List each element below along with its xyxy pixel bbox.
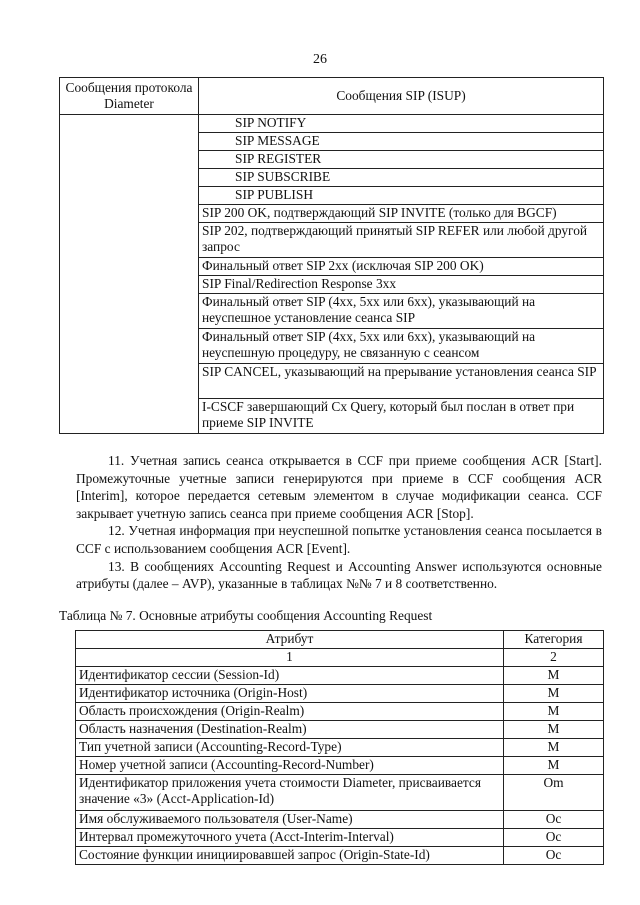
column-number: 1 [76,649,504,667]
sip-message-cell: Финальный ответ SIP 2xx (исключая SIP 200 OK) [199,258,604,276]
paragraph-13: 13. В сообщениях Accounting Request и Accounting Answer используются основные атрибуты (далее – AVP), указанные в таблицах №№ 7 и 8 соответственно. [76,558,602,592]
table-row [76,775,604,811]
category-cell: Oc [504,847,604,865]
sip-message-cell: SIP MESSAGE [199,133,604,151]
body-text [76,452,602,593]
table-row [76,703,604,721]
attribute-cell: Идентификатор приложения учета стоимости Diameter, присваивается значение «3» (Acct-Application-Id) [76,775,504,811]
column-number: 2 [504,649,604,667]
sip-message-cell: Финальный ответ SIP (4xx, 5xx или 6xx), указывающий на неуспешную процедуру, не связанную с сеансом [199,329,604,364]
sip-message-cell: SIP 200 OK, подтверждающий SIP INVITE (только для BGCF) [199,205,604,223]
table-row [76,829,604,847]
sip-message-cell: I-CSCF завершающий Cx Query, который был послан в ответ при приеме SIP INVITE [199,399,604,434]
table-row [76,667,604,685]
table-row [76,685,604,703]
attribute-cell: Состояние функции инициировавшей запрос (Origin-State-Id) [76,847,504,865]
sip-message-cell: SIP CANCEL, указывающий на прерывание установления сеанса SIP [199,364,604,399]
diameter-cell-empty [60,115,199,434]
category-cell: M [504,739,604,757]
page-number: 26 [313,52,327,67]
header-category: Категория [504,631,604,649]
sip-message-cell: SIP NOTIFY [199,115,604,133]
table-row [76,757,604,775]
category-cell: M [504,757,604,775]
table-row [76,721,604,739]
table-header-row [76,631,604,649]
header-attribute: Атрибут [76,631,504,649]
attribute-cell: Номер учетной записи (Accounting-Record-Number) [76,757,504,775]
paragraph-12: 12. Учетная информация при неуспешной попытке установления сеанса посылается в CCF с использованием сообщения ACR [Event]. [76,523,602,556]
header-diameter: Сообщения протокола Diameter [60,78,199,115]
sip-message-cell: SIP Final/Redirection Response 3xx [199,276,604,294]
paragraph-11: 11. Учетная запись сеанса открывается в CCF при приеме сообщения ACR [Start]. Промежуточные учетные записи генерируются при приеме в CCF сообщения ACR [Interim], которое передается сетевым элементом в случае модификации сеанса. CCF закрывает учетную запись сеанса при приеме сообщения ACR [Stop]. [76,453,602,521]
sip-message-cell: SIP PUBLISH [199,187,604,205]
sip-message-cell: SIP 202, подтверждающий принятый SIP REFER или любой другой запрос [199,223,604,258]
table-row [76,811,604,829]
attribute-cell: Идентификатор сессии (Session-Id) [76,667,504,685]
attribute-cell: Тип учетной записи (Accounting-Record-Type) [76,739,504,757]
category-cell: Oc [504,811,604,829]
attribute-cell: Имя обслуживаемого пользователя (User-Name) [76,811,504,829]
header-sip: Сообщения SIP (ISUP) [199,78,604,115]
table-row [60,115,604,133]
table-header-row [60,78,604,115]
sip-message-cell: SIP SUBSCRIBE [199,169,604,187]
accounting-request-table [75,630,604,865]
attribute-cell: Область назначения (Destination-Realm) [76,721,504,739]
table-row [76,739,604,757]
table-number-row [76,649,604,667]
sip-message-cell: SIP REGISTER [199,151,604,169]
table-caption: Таблица № 7. Основные атрибуты сообщения Accounting Request [59,608,433,623]
sip-diameter-table [59,77,604,434]
category-cell: Oc [504,829,604,847]
category-cell: M [504,703,604,721]
attribute-cell: Идентификатор источника (Origin-Host) [76,685,504,703]
category-cell: M [504,685,604,703]
sip-message-cell: Финальный ответ SIP (4xx, 5xx или 6xx), указывающий на неуспешное установление сеанса SIP [199,294,604,329]
table-row [76,847,604,865]
attribute-cell: Интервал промежуточного учета (Acct-Interim-Interval) [76,829,504,847]
category-cell: Om [504,775,604,811]
attribute-cell: Область происхождения (Origin-Realm) [76,703,504,721]
category-cell: M [504,721,604,739]
category-cell: M [504,667,604,685]
